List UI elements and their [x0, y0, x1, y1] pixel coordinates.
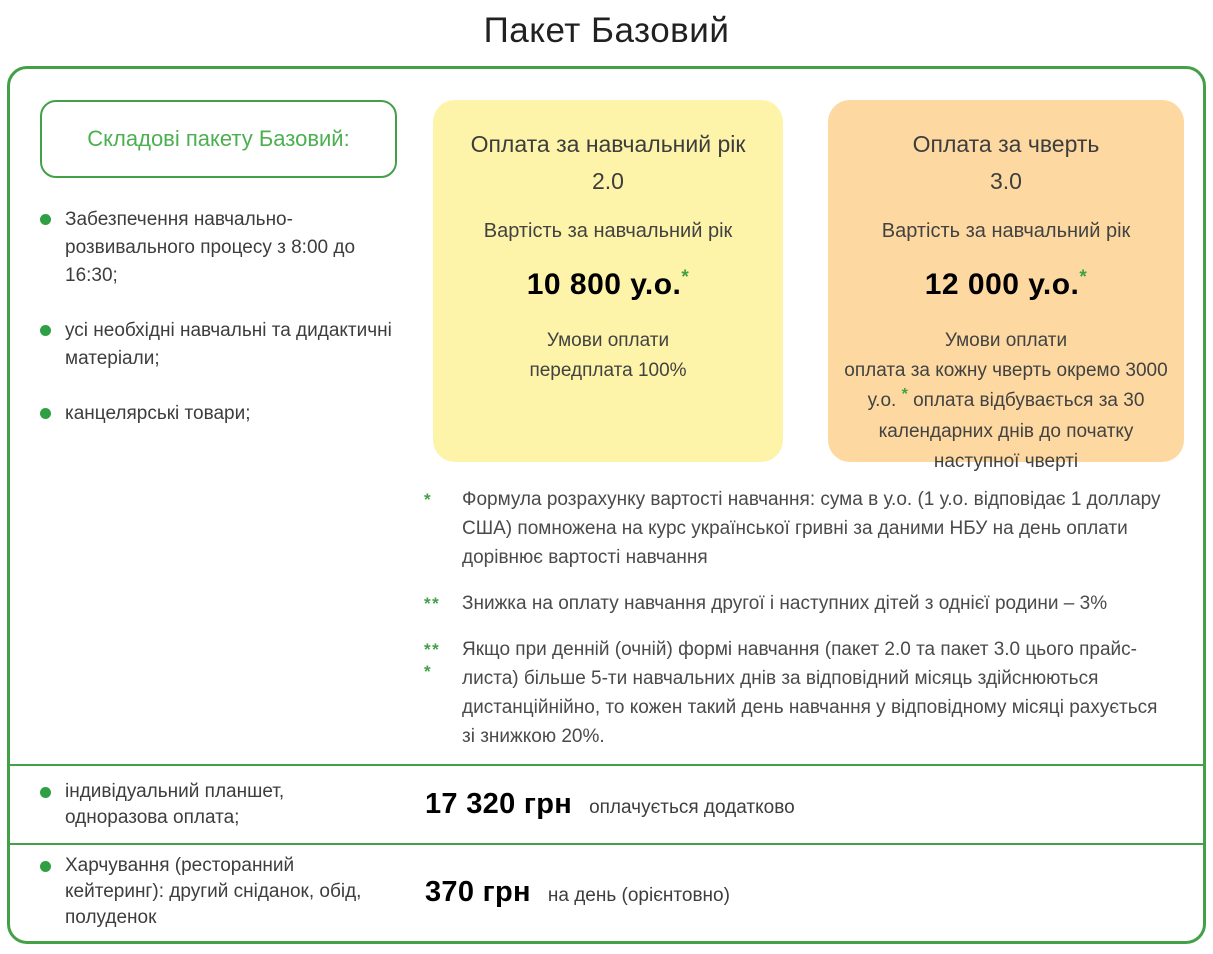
footnotes-section — [10, 462, 1203, 764]
terms-text-part1: оплата за кожну чверть окремо 3000 у.о. — [844, 360, 1168, 411]
row-item — [40, 853, 425, 931]
bullet-dot-icon — [40, 861, 51, 872]
footnote-text: Знижка на оплату навчання другої і наступних дітей з однієї родини – 3% — [462, 593, 1108, 614]
list-item — [40, 317, 397, 373]
card-version: 3.0 — [990, 168, 1022, 194]
page-header — [0, 0, 1213, 62]
footnote-marker-icon — [424, 589, 462, 618]
marker-line: ** — [424, 594, 441, 613]
payment-terms — [842, 326, 1170, 477]
terms-text — [842, 356, 1170, 477]
row-price: 17 320 грн — [425, 788, 573, 820]
card-title: Оплата за чверть — [912, 131, 1100, 157]
footnote-marker-icon — [424, 485, 462, 572]
components-heading-box — [40, 100, 397, 178]
footnote — [424, 485, 1163, 572]
row-note: оплачується додатково — [589, 797, 795, 818]
components-list — [40, 206, 397, 428]
price-label: Вартість за навчальний рік — [881, 220, 1131, 242]
price-number: 10 800 у.о. — [526, 268, 682, 301]
asterisk-icon: * — [1079, 267, 1088, 288]
footnote-text: Якщо при денній (очній) формі навчання (пакет 2.0 та пакет 3.0 цього прайс-листа) більше 5-ти навчальних днів за відповідний місяць здійснюються дистанційнійно, то кожен такий день навчання у відповідному місяці рахується зі знижкою 20%. — [462, 639, 1158, 747]
bullet-dot-icon — [40, 325, 51, 336]
annual-payment-card — [433, 100, 783, 462]
table-row — [10, 845, 1203, 939]
marker-line: * — [424, 662, 433, 681]
payment-terms — [447, 326, 769, 386]
marker-line: ** — [424, 640, 441, 659]
list-item — [40, 400, 397, 428]
component-text: канцелярські товари; — [65, 403, 251, 424]
terms-title: Умови оплати — [546, 330, 670, 351]
price-value — [842, 268, 1170, 302]
price-label: Вартість за навчальний рік — [483, 220, 733, 242]
bullet-dot-icon — [40, 408, 51, 419]
price-number: 12 000 у.о. — [924, 268, 1080, 301]
row-price-group — [425, 876, 730, 909]
row-item-text: індивідуальний планшет, одноразова оплата; — [65, 780, 285, 828]
pricing-panel — [7, 66, 1206, 944]
row-item — [40, 779, 425, 831]
row-price: 370 грн — [425, 875, 531, 908]
footnote — [424, 635, 1163, 751]
list-item — [40, 206, 397, 290]
quarterly-payment-card — [828, 100, 1184, 472]
row-note: на день (орієнтовно) — [547, 884, 730, 906]
row-item-text: Харчування (ресторанний кейтеринг): другий сніданок, обід, полуденок — [65, 855, 362, 928]
terms-text: передплата 100% — [529, 360, 687, 381]
terms-text-part2: оплата відбувається за 30 календарних днів до початку наступної чверті — [878, 390, 1145, 472]
footnote — [424, 589, 1163, 618]
price-value — [447, 268, 769, 302]
component-text: усі необхідні навчальні та дидактичні матеріали; — [65, 320, 392, 369]
bullet-dot-icon — [40, 787, 51, 798]
terms-title: Умови оплати — [944, 330, 1068, 351]
footnote-text: Формула розрахунку вартості навчання: сума в у.о. (1 у.о. відповідає 1 доллару США) помножена на курс української гривні за даними НБУ на день оплати дорівнює вартості навчання — [462, 489, 1161, 568]
asterisk-icon: * — [901, 386, 908, 403]
footnote-marker-icon — [424, 635, 462, 751]
row-price-group — [425, 788, 795, 821]
card-version: 2.0 — [592, 168, 624, 194]
marker-line: * — [424, 490, 433, 509]
component-text: Забезпечення навчально-розвивального процесу з 8:00 до 16:30; — [65, 209, 356, 286]
components-heading-label: Складові пакету Базовий: — [87, 126, 350, 151]
table-row — [10, 766, 1203, 843]
package-components-column — [40, 100, 397, 462]
bullet-dot-icon — [40, 214, 51, 225]
top-section — [10, 69, 1203, 472]
card-title: Оплата за навчальний рік — [470, 131, 746, 157]
page-title: Пакет Базовий — [483, 11, 730, 50]
asterisk-icon: * — [681, 267, 690, 288]
